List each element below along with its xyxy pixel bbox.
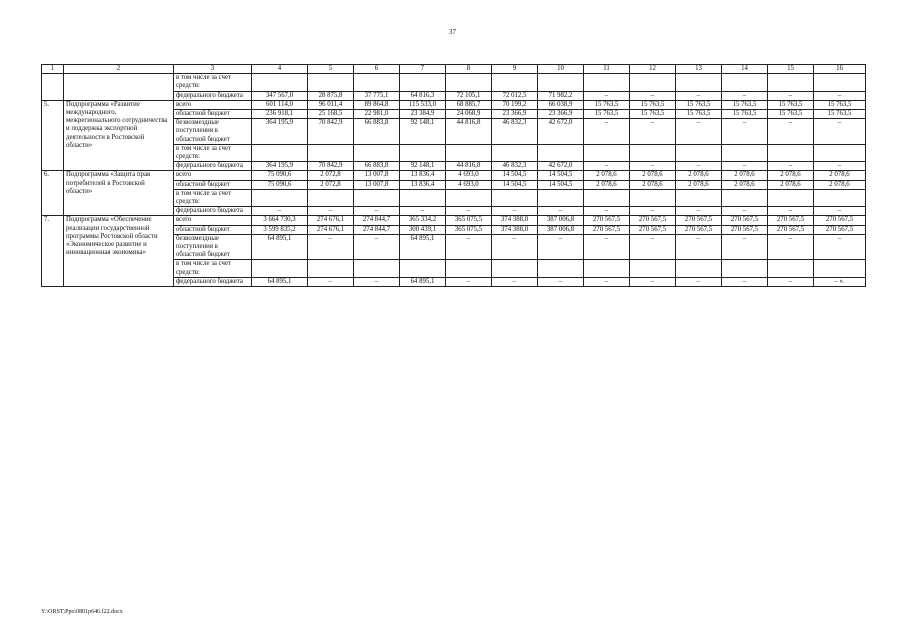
amount-cell bbox=[814, 144, 866, 161]
amount-cell: 2 072,8 bbox=[308, 180, 354, 189]
amount-cell: 14 504,5 bbox=[492, 180, 538, 189]
amount-cell: 15 763,5 bbox=[722, 100, 768, 109]
amount-cell: 15 763,5 bbox=[676, 100, 722, 109]
amount-cell: 270 567,5 bbox=[722, 216, 768, 225]
amount-cell bbox=[446, 189, 492, 206]
subprogram-name: Подпрограмма «Обеспечение реализации государственной программы Ростовской области «Экономическое развитие и инновационная экономика» bbox=[64, 216, 174, 287]
amount-cell: – bbox=[676, 91, 722, 100]
page-number: 37 bbox=[449, 28, 456, 36]
amount-cell bbox=[768, 260, 814, 277]
amount-cell bbox=[400, 189, 446, 206]
amount-cell bbox=[722, 144, 768, 161]
amount-cell: 64 895,1 bbox=[400, 277, 446, 286]
amount-cell: 2 078,6 bbox=[768, 171, 814, 180]
funding-source-label: всего bbox=[174, 216, 252, 225]
funding-source-label: в том числе за счет средств: bbox=[174, 189, 252, 206]
amount-cell bbox=[768, 189, 814, 206]
amount-cell: – bbox=[676, 119, 722, 145]
column-number: 4 bbox=[252, 65, 308, 74]
amount-cell bbox=[354, 144, 400, 161]
amount-cell: 2 078,6 bbox=[584, 180, 630, 189]
amount-cell: 270 567,5 bbox=[630, 225, 676, 234]
amount-cell: 96 011,4 bbox=[308, 100, 354, 109]
amount-cell bbox=[768, 74, 814, 91]
subprogram-name: Подпрограмма «Защита прав потребителей в Ростовской области» bbox=[64, 171, 174, 216]
amount-cell bbox=[492, 260, 538, 277]
amount-cell: 4 693,0 bbox=[446, 180, 492, 189]
amount-cell: 66 883,8 bbox=[354, 119, 400, 145]
amount-cell: 2 072,8 bbox=[308, 171, 354, 180]
column-number: 14 bbox=[722, 65, 768, 74]
amount-cell: 3 664 730,3 bbox=[252, 216, 308, 225]
amount-cell: – bbox=[538, 207, 584, 216]
amount-cell: 236 918,1 bbox=[252, 110, 308, 119]
amount-cell: 44 816,8 bbox=[446, 162, 492, 171]
amount-cell bbox=[400, 144, 446, 161]
amount-cell: – ». bbox=[814, 277, 866, 286]
amount-cell bbox=[814, 260, 866, 277]
amount-cell: – bbox=[308, 207, 354, 216]
amount-cell: – bbox=[308, 277, 354, 286]
funding-source-label: федерального бюджета bbox=[174, 277, 252, 286]
amount-cell: 2 078,6 bbox=[676, 180, 722, 189]
amount-cell: 42 672,0 bbox=[538, 119, 584, 145]
amount-cell: 75 090,6 bbox=[252, 171, 308, 180]
amount-cell: 23 366,9 bbox=[492, 110, 538, 119]
amount-cell: – bbox=[492, 234, 538, 260]
amount-cell: 365 075,5 bbox=[446, 216, 492, 225]
amount-cell: 2 078,6 bbox=[722, 180, 768, 189]
amount-cell: 115 533,0 bbox=[400, 100, 446, 109]
amount-cell: 274 844,7 bbox=[354, 216, 400, 225]
amount-cell: 2 078,6 bbox=[722, 171, 768, 180]
amount-cell: 23 384,9 bbox=[400, 110, 446, 119]
amount-cell: 28 875,8 bbox=[308, 91, 354, 100]
amount-cell: – bbox=[400, 207, 446, 216]
amount-cell: 365 075,5 bbox=[446, 225, 492, 234]
amount-cell: 15 763,5 bbox=[768, 110, 814, 119]
funding-source-label: федерального бюджета bbox=[174, 162, 252, 171]
amount-cell: 44 816,8 bbox=[446, 119, 492, 145]
amount-cell: 15 763,5 bbox=[676, 110, 722, 119]
item-number: 7. bbox=[42, 216, 64, 287]
table-row bbox=[42, 100, 866, 109]
budget-table-body bbox=[42, 65, 866, 287]
funding-source-label: всего bbox=[174, 171, 252, 180]
amount-cell bbox=[492, 144, 538, 161]
amount-cell: – bbox=[630, 207, 676, 216]
column-number: 7 bbox=[400, 65, 446, 74]
funding-source-label: федерального бюджета bbox=[174, 207, 252, 216]
amount-cell: – bbox=[584, 119, 630, 145]
funding-source-label: всего bbox=[174, 100, 252, 109]
amount-cell: – bbox=[768, 234, 814, 260]
amount-cell: 270 567,5 bbox=[584, 216, 630, 225]
amount-cell bbox=[308, 144, 354, 161]
amount-cell bbox=[252, 260, 308, 277]
amount-cell: 15 763,5 bbox=[722, 110, 768, 119]
column-number: 8 bbox=[446, 65, 492, 74]
amount-cell: 89 864,8 bbox=[354, 100, 400, 109]
funding-source-label: областной бюджет bbox=[174, 225, 252, 234]
amount-cell: 64 895,1 bbox=[252, 277, 308, 286]
amount-cell: – bbox=[630, 119, 676, 145]
amount-cell bbox=[252, 74, 308, 91]
amount-cell: 270 567,5 bbox=[584, 225, 630, 234]
amount-cell bbox=[354, 189, 400, 206]
amount-cell: – bbox=[814, 162, 866, 171]
amount-cell bbox=[722, 189, 768, 206]
item-number bbox=[42, 74, 64, 101]
amount-cell: 270 567,5 bbox=[768, 216, 814, 225]
amount-cell: – bbox=[676, 234, 722, 260]
funding-source-label: безвозмездные поступления в областной бюджет bbox=[174, 234, 252, 260]
amount-cell bbox=[354, 74, 400, 91]
funding-source-label: областной бюджет bbox=[174, 180, 252, 189]
column-number: 6 bbox=[354, 65, 400, 74]
item-number: 6. bbox=[42, 171, 64, 216]
amount-cell: 2 078,6 bbox=[630, 171, 676, 180]
amount-cell: 13 836,4 bbox=[400, 171, 446, 180]
amount-cell: – bbox=[676, 207, 722, 216]
amount-cell: 274 844,7 bbox=[354, 225, 400, 234]
amount-cell: – bbox=[676, 162, 722, 171]
amount-cell: – bbox=[584, 234, 630, 260]
column-number: 2 bbox=[64, 65, 174, 74]
amount-cell: 22 981,0 bbox=[354, 110, 400, 119]
amount-cell: – bbox=[354, 207, 400, 216]
amount-cell bbox=[814, 189, 866, 206]
amount-cell: – bbox=[584, 91, 630, 100]
column-number: 5 bbox=[308, 65, 354, 74]
amount-cell: – bbox=[446, 234, 492, 260]
amount-cell: 92 148,1 bbox=[400, 119, 446, 145]
amount-cell: 70 842,9 bbox=[308, 162, 354, 171]
amount-cell: – bbox=[538, 277, 584, 286]
amount-cell: – bbox=[630, 162, 676, 171]
amount-cell bbox=[492, 189, 538, 206]
amount-cell bbox=[252, 144, 308, 161]
amount-cell: – bbox=[814, 207, 866, 216]
amount-cell: – bbox=[722, 234, 768, 260]
amount-cell bbox=[584, 144, 630, 161]
amount-cell: 601 114,0 bbox=[252, 100, 308, 109]
funding-source-label: безвозмездные поступления в областной бюджет bbox=[174, 119, 252, 145]
amount-cell bbox=[538, 144, 584, 161]
funding-source-label: в том числе за счет средств: bbox=[174, 144, 252, 161]
amount-cell bbox=[308, 189, 354, 206]
column-number: 15 bbox=[768, 65, 814, 74]
amount-cell: 347 567,0 bbox=[252, 91, 308, 100]
amount-cell bbox=[354, 260, 400, 277]
amount-cell: – bbox=[722, 119, 768, 145]
amount-cell: 75 090,6 bbox=[252, 180, 308, 189]
amount-cell: – bbox=[354, 234, 400, 260]
column-number: 3 bbox=[174, 65, 252, 74]
column-number: 12 bbox=[630, 65, 676, 74]
amount-cell: 24 068,9 bbox=[446, 110, 492, 119]
amount-cell: 2 078,6 bbox=[630, 180, 676, 189]
amount-cell: – bbox=[722, 207, 768, 216]
column-number: 9 bbox=[492, 65, 538, 74]
column-number: 1 bbox=[42, 65, 64, 74]
column-number: 13 bbox=[676, 65, 722, 74]
amount-cell: 274 676,1 bbox=[308, 225, 354, 234]
amount-cell: 14 504,5 bbox=[492, 171, 538, 180]
amount-cell bbox=[630, 260, 676, 277]
amount-cell bbox=[676, 74, 722, 91]
amount-cell: – bbox=[814, 234, 866, 260]
amount-cell: – bbox=[630, 91, 676, 100]
budget-table-container bbox=[41, 64, 863, 287]
amount-cell bbox=[400, 260, 446, 277]
amount-cell bbox=[722, 260, 768, 277]
amount-cell bbox=[584, 74, 630, 91]
subprogram-name: Подпрограмма «Развитие международного, межрегионального сотрудничества и поддержка экспортной деятельности в Ростовской области» bbox=[64, 100, 174, 171]
amount-cell: 2 078,6 bbox=[768, 180, 814, 189]
amount-cell: 15 763,5 bbox=[814, 110, 866, 119]
subprogram-name bbox=[64, 74, 174, 101]
amount-cell: – bbox=[584, 207, 630, 216]
amount-cell: – bbox=[768, 91, 814, 100]
amount-cell bbox=[584, 189, 630, 206]
amount-cell: 3 599 835,2 bbox=[252, 225, 308, 234]
amount-cell bbox=[722, 74, 768, 91]
amount-cell: 23 366,9 bbox=[538, 110, 584, 119]
amount-cell: – bbox=[722, 162, 768, 171]
amount-cell: – bbox=[584, 162, 630, 171]
table-row bbox=[42, 171, 866, 180]
column-number-row bbox=[42, 65, 866, 74]
column-number: 10 bbox=[538, 65, 584, 74]
amount-cell: 68 885,7 bbox=[446, 100, 492, 109]
footer-file-path: Y:\ORST\Ppo\0801p646.f22.docx bbox=[41, 609, 123, 615]
amount-cell: – bbox=[584, 277, 630, 286]
funding-source-label: областной бюджет bbox=[174, 110, 252, 119]
amount-cell: 37 775,1 bbox=[354, 91, 400, 100]
amount-cell: 15 763,5 bbox=[814, 100, 866, 109]
amount-cell bbox=[676, 189, 722, 206]
amount-cell: 42 672,0 bbox=[538, 162, 584, 171]
amount-cell: 14 504,5 bbox=[538, 180, 584, 189]
amount-cell: 66 883,8 bbox=[354, 162, 400, 171]
amount-cell: – bbox=[676, 277, 722, 286]
amount-cell bbox=[252, 189, 308, 206]
amount-cell bbox=[630, 189, 676, 206]
amount-cell: 15 763,5 bbox=[584, 100, 630, 109]
amount-cell: – bbox=[446, 207, 492, 216]
amount-cell bbox=[768, 144, 814, 161]
amount-cell: 387 006,8 bbox=[538, 216, 584, 225]
amount-cell: 274 676,1 bbox=[308, 216, 354, 225]
amount-cell: 13 836,4 bbox=[400, 180, 446, 189]
amount-cell: 72 105,1 bbox=[446, 91, 492, 100]
column-number: 16 bbox=[814, 65, 866, 74]
amount-cell: 2 078,6 bbox=[814, 180, 866, 189]
amount-cell: – bbox=[446, 277, 492, 286]
funding-source-label: федерального бюджета bbox=[174, 91, 252, 100]
amount-cell: 66 038,9 bbox=[538, 100, 584, 109]
amount-cell: – bbox=[768, 277, 814, 286]
amount-cell: 374 388,0 bbox=[492, 216, 538, 225]
amount-cell: – bbox=[768, 119, 814, 145]
amount-cell: 2 078,6 bbox=[584, 171, 630, 180]
amount-cell bbox=[446, 144, 492, 161]
funding-source-label: в том числе за счет средств: bbox=[174, 74, 252, 91]
amount-cell bbox=[400, 74, 446, 91]
amount-cell: 270 567,5 bbox=[814, 216, 866, 225]
amount-cell bbox=[308, 74, 354, 91]
amount-cell bbox=[630, 74, 676, 91]
amount-cell bbox=[676, 260, 722, 277]
amount-cell: – bbox=[252, 207, 308, 216]
amount-cell: – bbox=[308, 234, 354, 260]
amount-cell: – bbox=[722, 91, 768, 100]
amount-cell: 64 895,1 bbox=[252, 234, 308, 260]
amount-cell: 270 567,5 bbox=[814, 225, 866, 234]
amount-cell bbox=[446, 260, 492, 277]
table-row bbox=[42, 216, 866, 225]
amount-cell: 72 012,5 bbox=[492, 91, 538, 100]
amount-cell: 270 567,5 bbox=[676, 225, 722, 234]
amount-cell: 15 763,5 bbox=[584, 110, 630, 119]
budget-table bbox=[41, 64, 866, 287]
amount-cell: 4 693,0 bbox=[446, 171, 492, 180]
amount-cell bbox=[492, 74, 538, 91]
amount-cell: 374 388,0 bbox=[492, 225, 538, 234]
funding-source-label: в том числе за счет средств: bbox=[174, 260, 252, 277]
table-row bbox=[42, 74, 866, 91]
amount-cell: 364 195,9 bbox=[252, 119, 308, 145]
amount-cell: 2 078,6 bbox=[676, 171, 722, 180]
amount-cell: 64 816,3 bbox=[400, 91, 446, 100]
amount-cell: – bbox=[492, 207, 538, 216]
amount-cell: 365 334,2 bbox=[400, 216, 446, 225]
amount-cell: 92 148,1 bbox=[400, 162, 446, 171]
amount-cell: 70 842,9 bbox=[308, 119, 354, 145]
amount-cell: 270 567,5 bbox=[722, 225, 768, 234]
amount-cell: – bbox=[354, 277, 400, 286]
amount-cell: 25 168,5 bbox=[308, 110, 354, 119]
amount-cell: – bbox=[814, 91, 866, 100]
amount-cell: – bbox=[768, 207, 814, 216]
amount-cell: 14 504,5 bbox=[538, 171, 584, 180]
amount-cell bbox=[538, 260, 584, 277]
amount-cell: – bbox=[538, 234, 584, 260]
amount-cell: – bbox=[814, 119, 866, 145]
amount-cell: – bbox=[768, 162, 814, 171]
amount-cell bbox=[538, 74, 584, 91]
amount-cell: 13 007,8 bbox=[354, 180, 400, 189]
amount-cell: – bbox=[722, 277, 768, 286]
amount-cell bbox=[538, 189, 584, 206]
amount-cell: 270 567,5 bbox=[630, 216, 676, 225]
amount-cell: 71 982,2 bbox=[538, 91, 584, 100]
amount-cell: 364 195,9 bbox=[252, 162, 308, 171]
amount-cell: 15 763,5 bbox=[630, 110, 676, 119]
amount-cell: 270 567,5 bbox=[768, 225, 814, 234]
item-number: 5. bbox=[42, 100, 64, 171]
amount-cell: 46 832,3 bbox=[492, 162, 538, 171]
amount-cell: 64 895,1 bbox=[400, 234, 446, 260]
amount-cell bbox=[676, 144, 722, 161]
amount-cell bbox=[308, 260, 354, 277]
amount-cell: – bbox=[630, 234, 676, 260]
amount-cell bbox=[630, 144, 676, 161]
amount-cell bbox=[814, 74, 866, 91]
amount-cell: 300 439,1 bbox=[400, 225, 446, 234]
amount-cell: 270 567,5 bbox=[676, 216, 722, 225]
amount-cell: 15 763,5 bbox=[630, 100, 676, 109]
column-number: 11 bbox=[584, 65, 630, 74]
amount-cell: – bbox=[630, 277, 676, 286]
amount-cell: 70 199,2 bbox=[492, 100, 538, 109]
amount-cell: 15 763,5 bbox=[768, 100, 814, 109]
amount-cell: 13 007,8 bbox=[354, 171, 400, 180]
amount-cell: 2 078,6 bbox=[814, 171, 866, 180]
amount-cell bbox=[584, 260, 630, 277]
amount-cell: 387 006,8 bbox=[538, 225, 584, 234]
amount-cell: – bbox=[492, 277, 538, 286]
amount-cell bbox=[446, 74, 492, 91]
amount-cell: 46 832,3 bbox=[492, 119, 538, 145]
